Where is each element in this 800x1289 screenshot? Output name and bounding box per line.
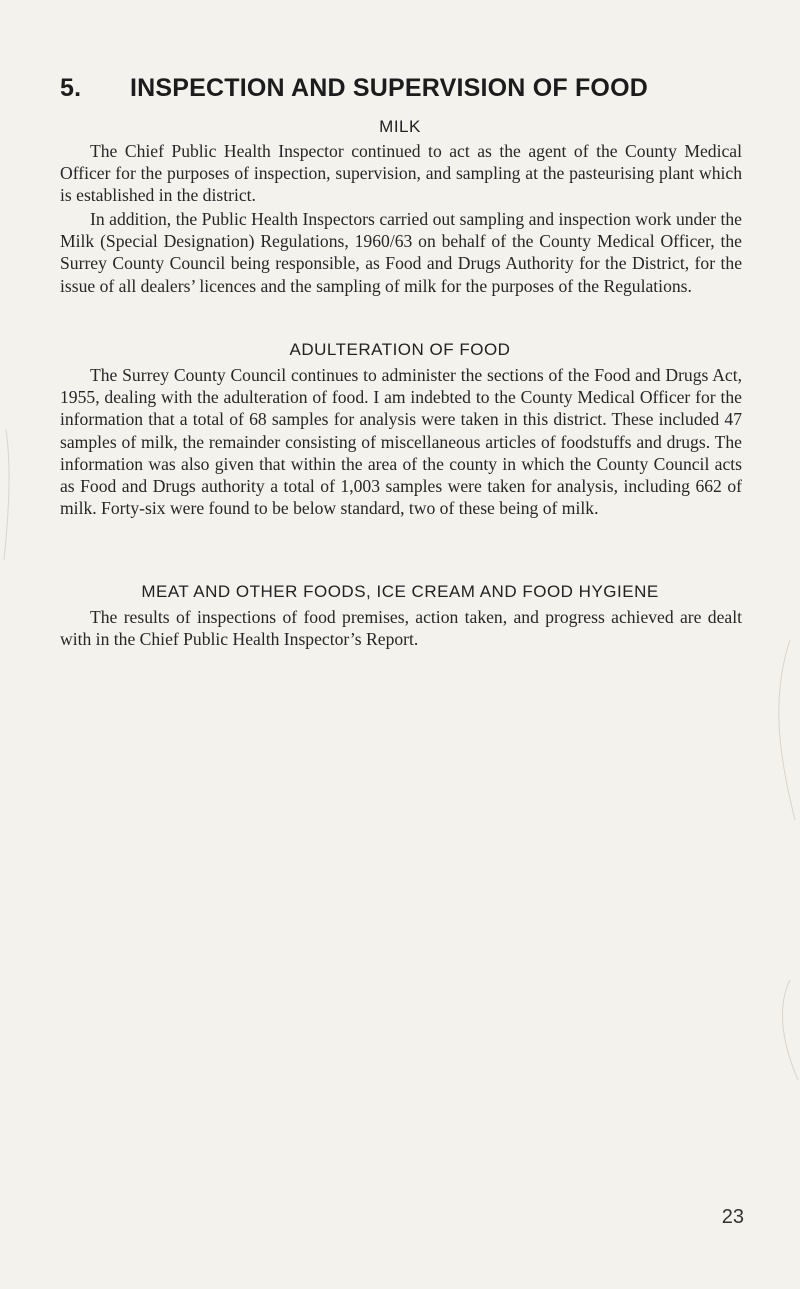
- adulteration-heading: ADULTERATION OF FOOD: [289, 340, 511, 359]
- milk-heading: MILK: [379, 117, 421, 136]
- meat-heading: MEAT AND OTHER FOODS, ICE CREAM AND FOOD HYGIENE: [141, 582, 659, 601]
- section-number: 5.: [60, 74, 82, 102]
- section-title: [60, 74, 760, 103]
- milk-paragraph-1: The Chief Public Health Inspector continued to act as the agent of the County Medical Officer for the purposes of inspection, supervision, and sampling at the pasteurising plant which is established in the district.: [60, 141, 742, 206]
- section-title-text: INSPECTION AND SUPERVISION OF FOOD: [130, 74, 648, 102]
- meat-paragraph: The results of inspections of food premises, action taken, and progress achieved are dealt with in the Chief Public Health Inspector’s Report.: [60, 607, 742, 650]
- page-number: 23: [721, 1206, 744, 1228]
- milk-paragraph-2: In addition, the Public Health Inspectors carried out sampling and inspection work under the Milk (Special Designation) Regulations, 1960/63 on behalf of the County Medical Officer, the Surrey County Council being responsible, as Food and Drugs Authority for the District, for the issue of all dealers’ licences and the sampling of milk for the purposes of the Regulations.: [60, 209, 742, 296]
- adulteration-paragraph: The Surrey County Council continues to administer the sections of the Food and Drugs Act, 1955, dealing with the adulteration of food. I am indebted to the County Medical Officer for the information that a total of 68 samples for analysis were taken in this district. These included 47 samples of milk, the remainder consisting of miscellaneous articles of foodstuffs and drugs. The information was also given that within the area of the county in which the County Council acts as Food and Drugs authority a total of 1,003 samples were taken for analysis, including 662 of milk. Forty-six were found to be below standard, two of these being of milk.: [60, 365, 742, 519]
